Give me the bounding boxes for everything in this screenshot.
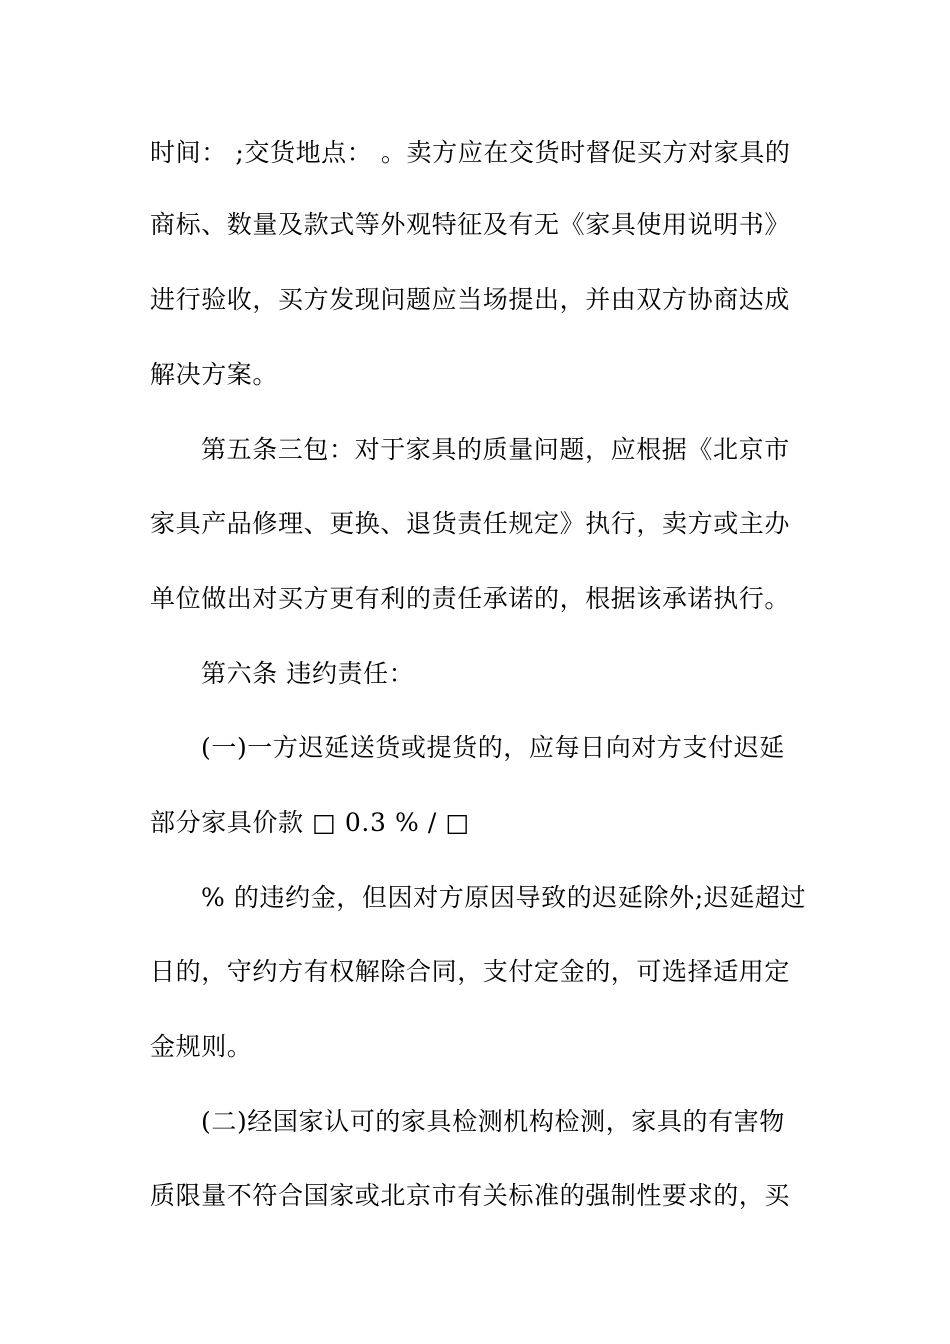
text-line-4: 解决方案。 <box>150 360 279 389</box>
text-line-7: 单位做出对买方更有利的责任承诺的，根据该承诺执行。 <box>150 584 791 613</box>
text-line-15: 质限量不符合国家或北京市有关标准的强制性要求的，买 <box>150 1181 791 1210</box>
text-line-2: 商标、数量及款式等外观特征及有无《家具使用说明书》 <box>150 210 791 239</box>
text-line-6: 家具产品修理、更换、退货责任规定》执行，卖方或主办 <box>150 509 791 538</box>
article-6-heading: 第六条 违约责任： <box>201 659 415 688</box>
article-5-heading-line: 第五条三包：对于家具的质量问题，应根据《北京市 <box>201 435 790 464</box>
text-line-13: 金规则。 <box>150 1032 253 1061</box>
text-line-3: 进行验收，买方发现问题应当场提出，并由双方协商达成 <box>150 285 791 314</box>
clause-2-line: (二)经国家认可的家具检测机构检测，家具的有害物 <box>201 1107 785 1136</box>
text-line-10: 部分家具价款 □ 0.3 % / □ <box>150 808 470 837</box>
text-line-1: 时间： ;交货地点： 。卖方应在交货时督促买方对家具的 <box>150 138 791 167</box>
text-line-12: 日的，守约方有权解除合同，支付定金的，可选择适用定 <box>150 957 791 986</box>
text-line-11: % 的违约金，但因对方原因导致的迟延除外;迟延超过 <box>201 883 807 912</box>
clause-1-line: (一)一方迟延送货或提货的，应每日向对方支付迟延 <box>201 733 785 762</box>
